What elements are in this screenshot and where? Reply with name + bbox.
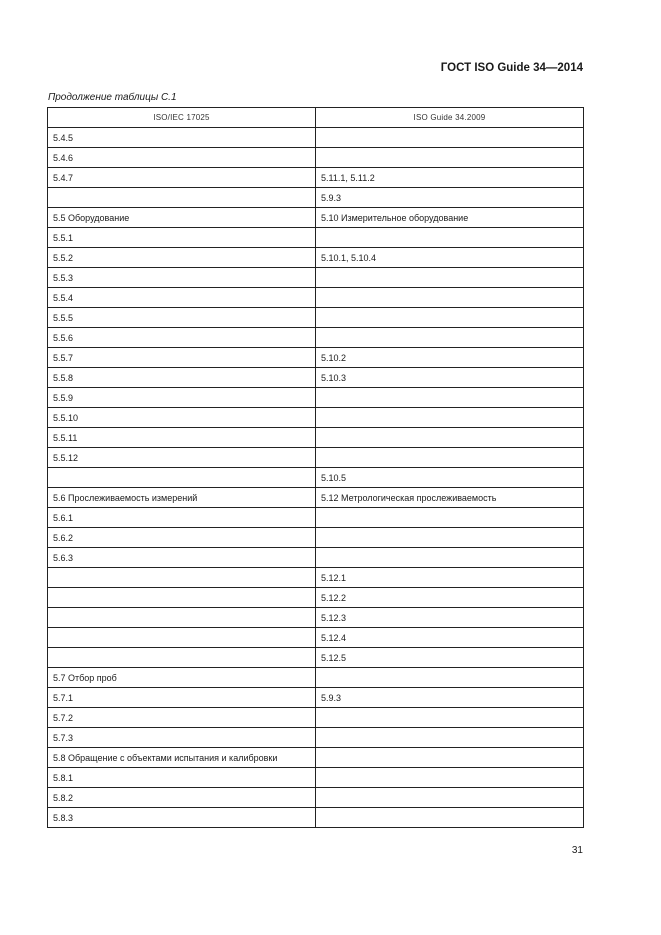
- column-header-iso-guide-34: ISO Guide 34.2009: [316, 108, 584, 128]
- table-row: [48, 128, 584, 148]
- cell-iso-guide-34: 5.12.4: [316, 628, 584, 648]
- cell-iso-guide-34: 5.10.1, 5.10.4: [316, 248, 584, 268]
- cell-iso-iec-17025: 5.5.9: [48, 388, 316, 408]
- cell-iso-iec-17025: 5.7.1: [48, 688, 316, 708]
- cell-iso-iec-17025: 5.5.5: [48, 308, 316, 328]
- cell-iso-iec-17025: 5.5.6: [48, 328, 316, 348]
- cell-iso-guide-34: [316, 148, 584, 168]
- table-row: [48, 688, 584, 708]
- table-row: [48, 228, 584, 248]
- cell-iso-guide-34: [316, 228, 584, 248]
- cell-iso-iec-17025: 5.6.2: [48, 528, 316, 548]
- cell-iso-guide-34: 5.12 Метрологическая прослеживаемость: [316, 488, 584, 508]
- cell-iso-iec-17025: [48, 588, 316, 608]
- cell-iso-guide-34: [316, 448, 584, 468]
- document-header: ГОСТ ISO Guide 34—2014: [440, 62, 583, 74]
- cell-iso-guide-34: [316, 328, 584, 348]
- table-row: [48, 308, 584, 328]
- cell-iso-guide-34: [316, 668, 584, 688]
- cell-iso-iec-17025: 5.4.7: [48, 168, 316, 188]
- table-body: [48, 128, 584, 828]
- cell-iso-iec-17025: 5.5.1: [48, 228, 316, 248]
- cell-iso-iec-17025: 5.8.1: [48, 768, 316, 788]
- table-row: [48, 288, 584, 308]
- table-row: [48, 708, 584, 728]
- table-row: [48, 148, 584, 168]
- cell-iso-guide-34: 5.9.3: [316, 188, 584, 208]
- cell-iso-iec-17025: 5.8.2: [48, 788, 316, 808]
- cell-iso-guide-34: 5.12.1: [316, 568, 584, 588]
- cell-iso-guide-34: 5.12.5: [316, 648, 584, 668]
- table-row: [48, 728, 584, 748]
- cell-iso-iec-17025: 5.6 Прослеживаемость измерений: [48, 488, 316, 508]
- cell-iso-guide-34: [316, 268, 584, 288]
- table-row: [48, 508, 584, 528]
- cell-iso-guide-34: [316, 748, 584, 768]
- cell-iso-guide-34: 5.11.1, 5.11.2: [316, 168, 584, 188]
- table-row: [48, 608, 584, 628]
- cell-iso-iec-17025: 5.4.5: [48, 128, 316, 148]
- cell-iso-iec-17025: 5.7 Отбор проб: [48, 668, 316, 688]
- table-row: [48, 348, 584, 368]
- cell-iso-iec-17025: 5.5.10: [48, 408, 316, 428]
- cell-iso-guide-34: 5.10.5: [316, 468, 584, 488]
- cell-iso-guide-34: [316, 808, 584, 828]
- cell-iso-iec-17025: [48, 648, 316, 668]
- table-row: [48, 568, 584, 588]
- table-header-row: [48, 108, 584, 128]
- table-row: [48, 448, 584, 468]
- cell-iso-guide-34: 5.10 Измерительное оборудование: [316, 208, 584, 228]
- table-row: [48, 468, 584, 488]
- cell-iso-iec-17025: 5.5.12: [48, 448, 316, 468]
- cell-iso-iec-17025: 5.8.3: [48, 808, 316, 828]
- cell-iso-iec-17025: [48, 468, 316, 488]
- cell-iso-guide-34: 5.9.3: [316, 688, 584, 708]
- cell-iso-iec-17025: [48, 568, 316, 588]
- cell-iso-iec-17025: 5.4.6: [48, 148, 316, 168]
- table-row: [48, 368, 584, 388]
- table-row: [48, 788, 584, 808]
- cell-iso-guide-34: [316, 388, 584, 408]
- table-row: [48, 648, 584, 668]
- cell-iso-iec-17025: 5.5.8: [48, 368, 316, 388]
- table-row: [48, 748, 584, 768]
- table-row: [48, 808, 584, 828]
- table-row: [48, 588, 584, 608]
- cell-iso-guide-34: [316, 308, 584, 328]
- table-row: [48, 268, 584, 288]
- table-row: [48, 168, 584, 188]
- cell-iso-guide-34: [316, 788, 584, 808]
- cell-iso-guide-34: [316, 548, 584, 568]
- table-row: [48, 548, 584, 568]
- page-number: 31: [571, 845, 583, 856]
- cell-iso-iec-17025: 5.6.1: [48, 508, 316, 528]
- table-row: [48, 248, 584, 268]
- cell-iso-iec-17025: [48, 608, 316, 628]
- cell-iso-guide-34: 5.10.2: [316, 348, 584, 368]
- cell-iso-guide-34: 5.10.3: [316, 368, 584, 388]
- table-caption: Продолжение таблицы С.1: [48, 92, 177, 103]
- cell-iso-guide-34: [316, 768, 584, 788]
- cell-iso-guide-34: [316, 708, 584, 728]
- table-row: [48, 428, 584, 448]
- cell-iso-iec-17025: 5.5.3: [48, 268, 316, 288]
- cell-iso-guide-34: 5.12.2: [316, 588, 584, 608]
- table-row: [48, 388, 584, 408]
- cell-iso-guide-34: [316, 128, 584, 148]
- column-header-iso-iec-17025: ISO/IEC 17025: [48, 108, 316, 128]
- cell-iso-guide-34: 5.12.3: [316, 608, 584, 628]
- cell-iso-iec-17025: [48, 188, 316, 208]
- table-row: [48, 208, 584, 228]
- cell-iso-iec-17025: [48, 628, 316, 648]
- cell-iso-guide-34: [316, 508, 584, 528]
- cell-iso-iec-17025: 5.5.2: [48, 248, 316, 268]
- cell-iso-iec-17025: 5.5.11: [48, 428, 316, 448]
- cell-iso-iec-17025: 5.5.4: [48, 288, 316, 308]
- table-row: [48, 408, 584, 428]
- cell-iso-guide-34: [316, 288, 584, 308]
- cell-iso-guide-34: [316, 528, 584, 548]
- cell-iso-guide-34: [316, 408, 584, 428]
- table-row: [48, 628, 584, 648]
- correspondence-table: [47, 107, 584, 828]
- cell-iso-guide-34: [316, 728, 584, 748]
- table-row: [48, 328, 584, 348]
- table-row: [48, 528, 584, 548]
- cell-iso-iec-17025: 5.5.7: [48, 348, 316, 368]
- cell-iso-iec-17025: 5.8 Обращение с объектами испытания и калибровки: [48, 748, 316, 768]
- cell-iso-guide-34: [316, 428, 584, 448]
- table-row: [48, 488, 584, 508]
- table-row: [48, 188, 584, 208]
- table-row: [48, 768, 584, 788]
- cell-iso-iec-17025: 5.5 Оборудование: [48, 208, 316, 228]
- table-row: [48, 668, 584, 688]
- cell-iso-iec-17025: 5.7.2: [48, 708, 316, 728]
- cell-iso-iec-17025: 5.6.3: [48, 548, 316, 568]
- cell-iso-iec-17025: 5.7.3: [48, 728, 316, 748]
